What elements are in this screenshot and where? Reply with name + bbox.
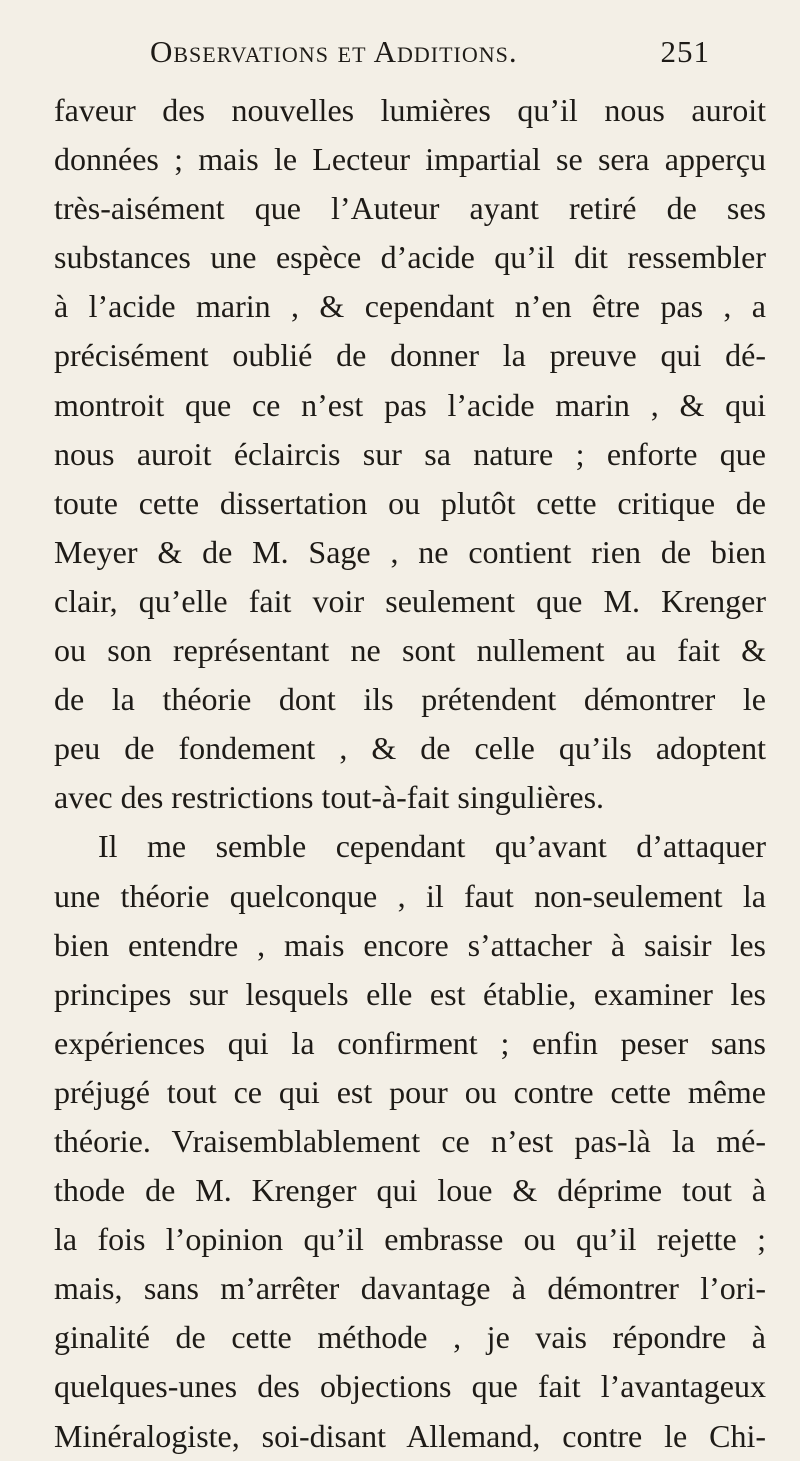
text-line: à l’acide marin , & cependant n’en être pas , a bbox=[54, 288, 766, 325]
text-line: principes sur lesquels elle est établie, examiner les bbox=[54, 975, 766, 1012]
text-line: une théorie quelconque , il faut non-seulement la bbox=[54, 877, 766, 914]
text-line: nous auroit éclaircis sur sa nature ; enforte que bbox=[54, 435, 766, 472]
text-line: Il me semble cependant qu’avant d’attaquer bbox=[98, 828, 766, 865]
running-head-title: Observations et Additions. bbox=[150, 34, 518, 69]
page-number: 251 bbox=[660, 34, 710, 69]
text-line: avec des restrictions tout-à-fait singulières. bbox=[54, 779, 605, 816]
body-text bbox=[54, 86, 766, 1461]
text-line: préjugé tout ce qui est pour ou contre cette même bbox=[54, 1073, 766, 1110]
text-line: de la théorie dont ils prétendent démontrer le bbox=[54, 681, 766, 718]
text-line: toute cette dissertation ou plutôt cette critique de bbox=[54, 484, 766, 521]
text-line: clair, qu’elle fait voir seulement que M. Krenger bbox=[54, 582, 766, 619]
text-line: ou son représentant ne sont nullement au fait & bbox=[54, 632, 766, 669]
text-line: précisément oublié de donner la preuve qui dé- bbox=[54, 337, 766, 374]
text-line: Minéralogiste, soi-disant Allemand, contre le Chi- bbox=[54, 1417, 766, 1454]
running-head bbox=[150, 34, 710, 74]
text-line: thode de M. Krenger qui loue & déprime tout à bbox=[54, 1172, 766, 1209]
text-line: ginalité de cette méthode , je vais répondre à bbox=[54, 1319, 766, 1356]
text-line: substances une espèce d’acide qu’il dit ressembler bbox=[54, 239, 766, 276]
text-line: la fois l’opinion qu’il embrasse ou qu’il rejette ; bbox=[54, 1221, 766, 1258]
text-line: expériences qui la confirment ; enfin peser sans bbox=[54, 1024, 766, 1061]
text-line: quelques-unes des objections que fait l’avantageux bbox=[54, 1368, 766, 1405]
text-line: faveur des nouvelles lumières qu’il nous auroit bbox=[54, 92, 766, 128]
text-line: très-aisément que l’Auteur ayant retiré de ses bbox=[54, 190, 766, 227]
text-line: peu de fondement , & de celle qu’ils adoptent bbox=[54, 730, 766, 767]
text-line: théorie. Vraisemblablement ce n’est pas-là la mé- bbox=[54, 1122, 766, 1159]
text-line: Meyer & de M. Sage , ne contient rien de bien bbox=[54, 533, 766, 570]
text-line: mais, sans m’arrêter davantage à démontrer l’ori- bbox=[54, 1270, 766, 1307]
text-line: montroit que ce n’est pas l’acide marin , & qui bbox=[54, 386, 766, 423]
text-line: données ; mais le Lecteur impartial se sera apperçu bbox=[54, 141, 766, 178]
text-line: bien entendre , mais encore s’attacher à saisir les bbox=[54, 926, 766, 963]
